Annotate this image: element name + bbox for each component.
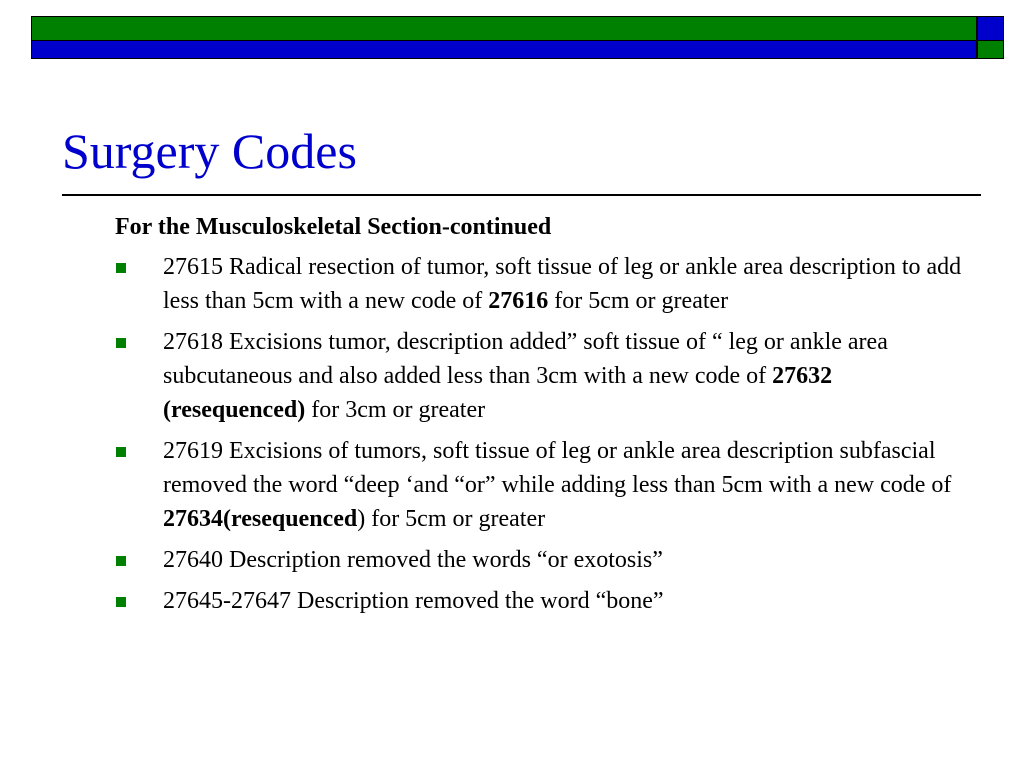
header-bar-blue (31, 41, 977, 59)
square-bullet-icon (116, 556, 126, 566)
bullet-item: 27618 Excisions tumor, description added” soft tissue of “ leg or ankle area subcutaneous and also added less than 3cm with a new code of 27632 (resequenced) for 3cm or greater (115, 325, 923, 427)
header-bar-green (31, 16, 977, 41)
bullet-item: 27645-27647 Description removed the word “bone” (115, 584, 985, 618)
bullet-list (115, 250, 985, 618)
bullet-item: 27640 Description removed the words “or exotosis” (115, 543, 985, 577)
square-bullet-icon (116, 263, 126, 273)
bullet-item: 27619 Excisions of tumors, soft tissue of leg or ankle area description subfascial removed the word “deep ‘and “or” while adding less than 5cm with a new code of 27634(resequenced) for 5cm or greater (115, 434, 963, 536)
slide-title: Surgery Codes (62, 123, 357, 179)
section-subheading: For the Musculoskeletal Section-continued (115, 214, 552, 240)
square-bullet-icon (116, 597, 126, 607)
bullet-item: 27615 Radical resection of tumor, soft tissue of leg or ankle area description to add less than 5cm with a new code of 27616 for 5cm or greater (115, 250, 963, 318)
header-square-green (977, 41, 1004, 59)
title-divider (62, 194, 981, 196)
square-bullet-icon (116, 338, 126, 348)
slide-body (115, 210, 985, 625)
header-square-blue (977, 16, 1004, 41)
square-bullet-icon (116, 447, 126, 457)
